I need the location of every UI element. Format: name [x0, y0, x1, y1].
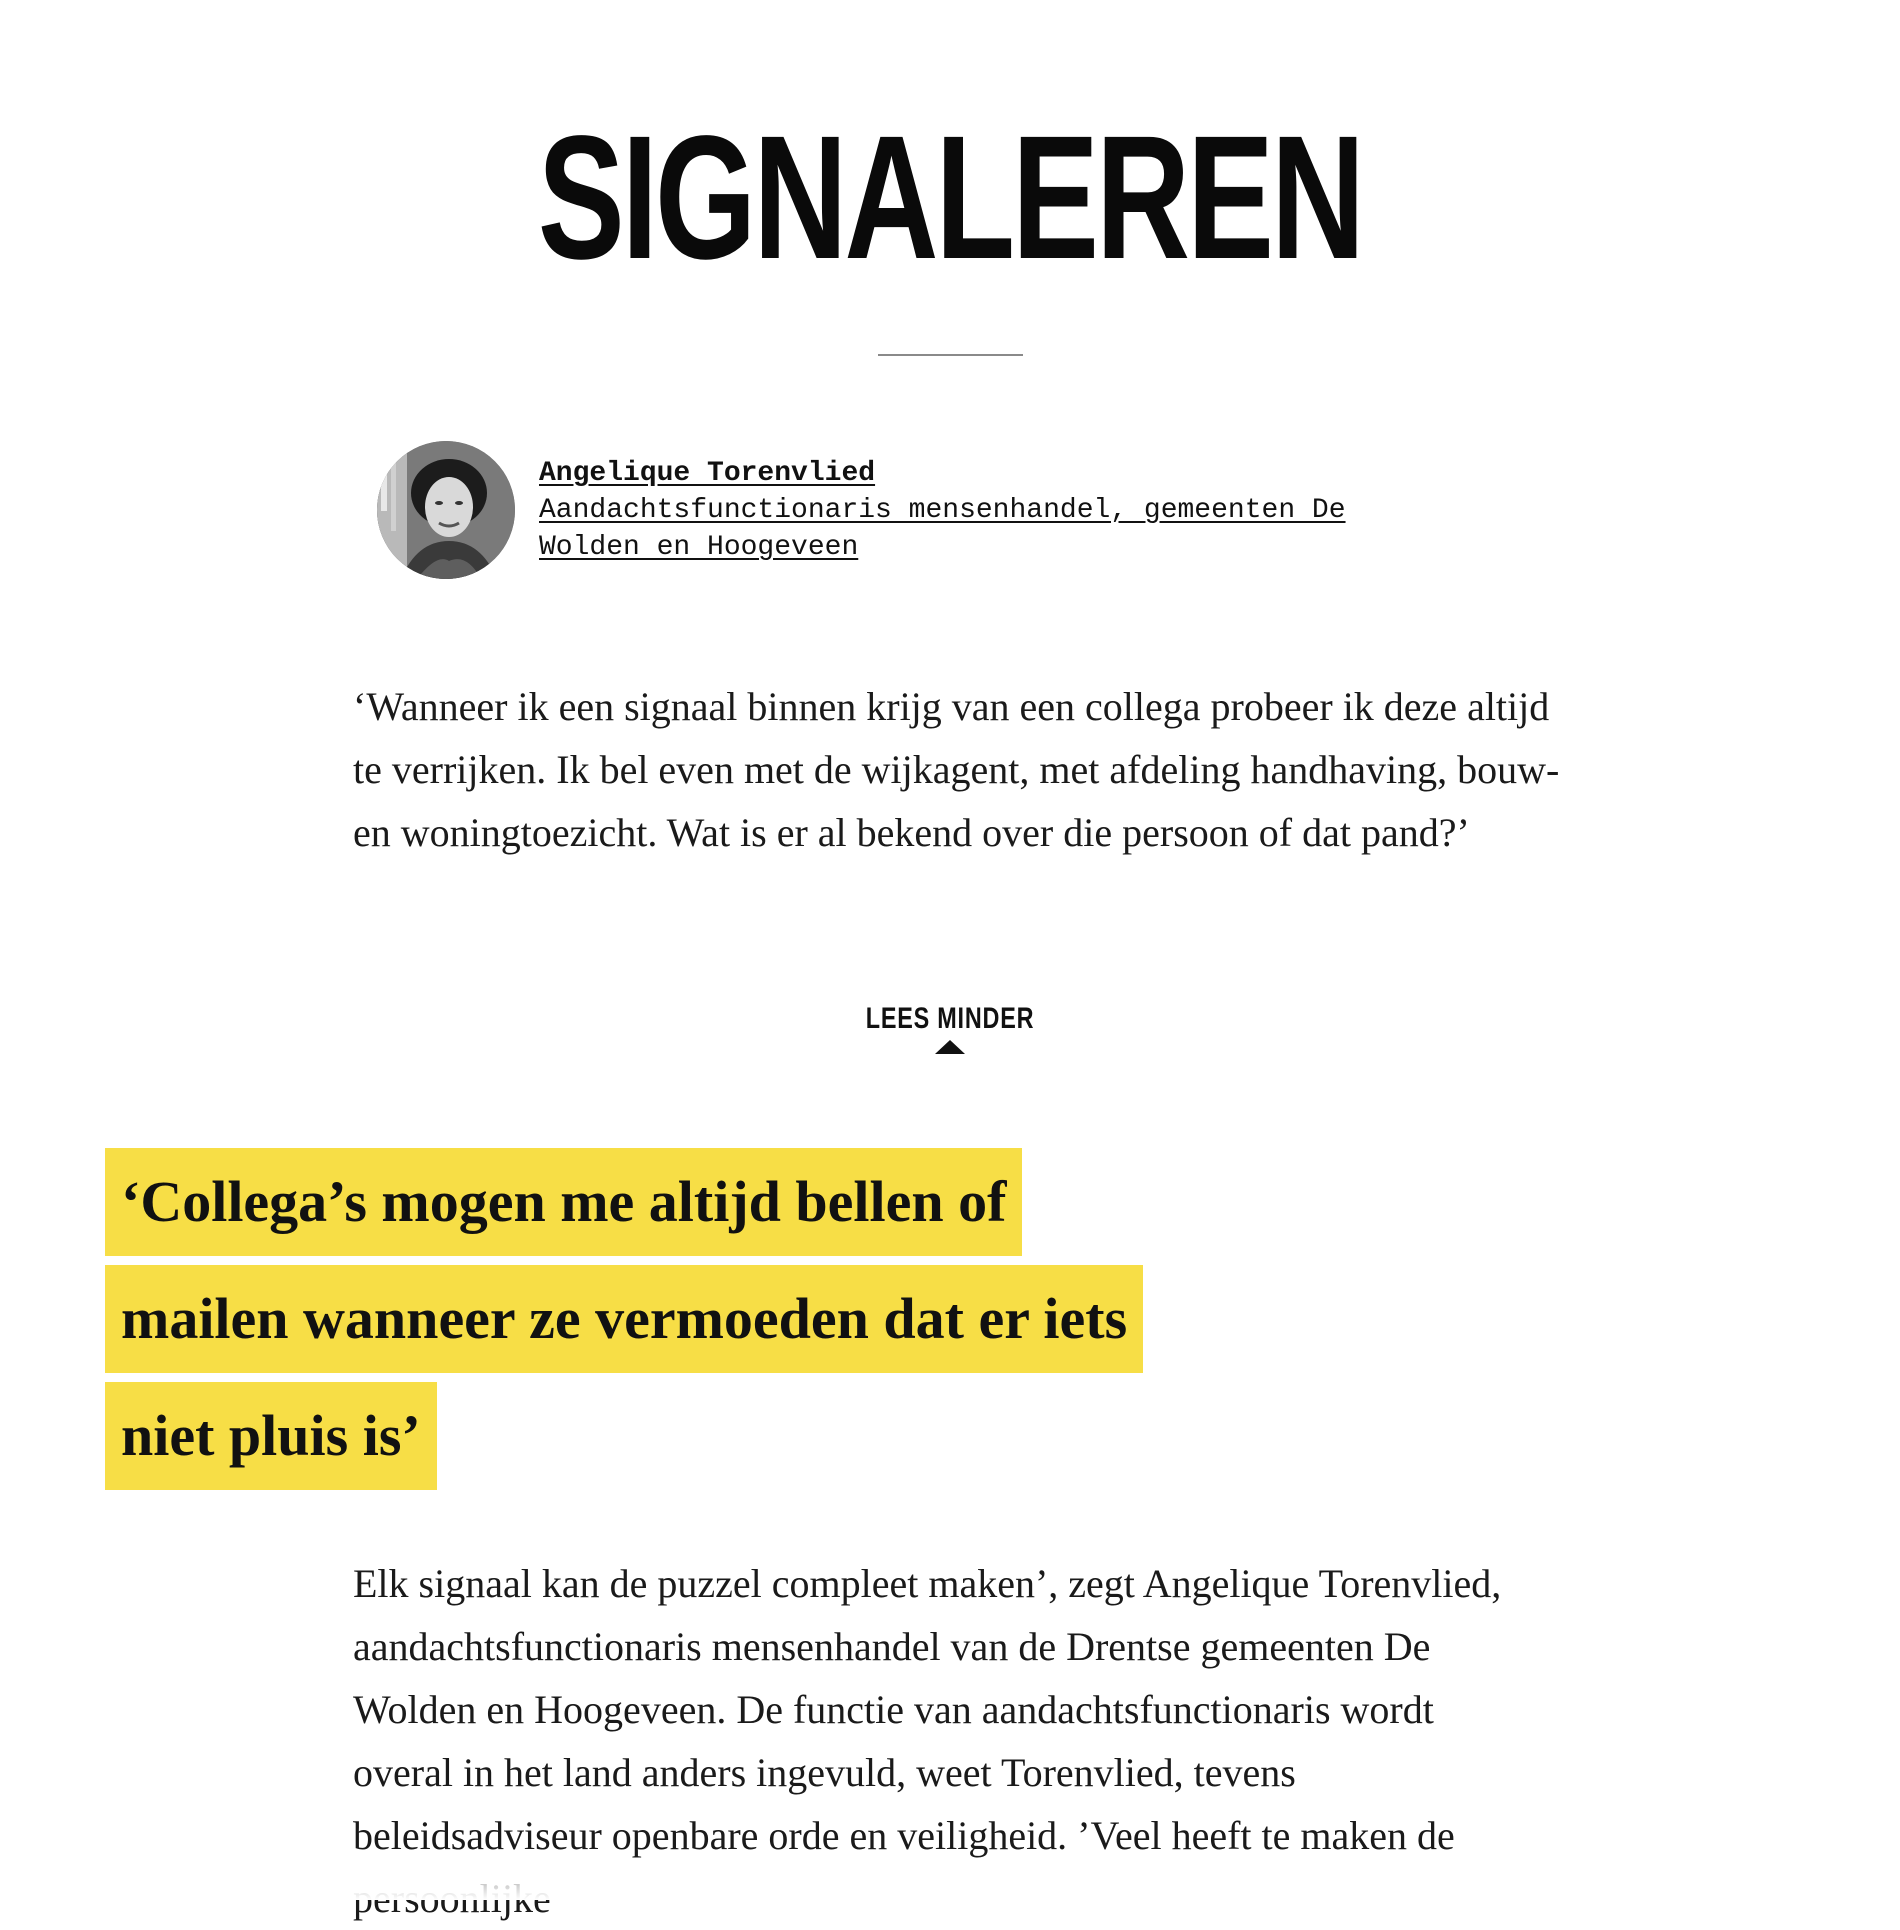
pull-quote-line: ‘Collega’s mogen me altijd bellen of [105, 1148, 1022, 1256]
pull-quote-line: mailen wanneer ze vermoeden dat er iets [105, 1265, 1143, 1373]
body-paragraph: Elk signaal kan de puzzel compleet maken’, zegt Angelique Torenvlied, aandachtsfunctionaris mensenhandel van de Drentse gemeenten De Wolden en Hoogeveen. De functie van aandachtsfunctionaris wordt overal in het land anders ingevuld, weet Torenvlied, tevens beleidsadviseur openbare orde en veiligheid. ’Veel heeft te maken de [353, 1561, 1502, 1858]
pull-quote [105, 1148, 1355, 1499]
author-role-link[interactable]: Aandachtsfunctionaris mensenhandel, gemeenten De Wolden en Hoogeveen [539, 495, 1346, 563]
intro-quote: ‘Wanneer ik een signaal binnen krijg van een collega probeer ik deze altijd te verrijken. Ik bel even met de wijkagent, met afdeling handhaving, bouw- en woningtoezicht. Wat is er al bekend over die persoon of dat pand?’ [353, 684, 1560, 855]
bottom-fade [0, 1872, 1900, 1900]
read-less-toggle[interactable] [0, 1002, 1900, 1054]
title-divider [878, 354, 1023, 356]
author-photo [377, 441, 515, 579]
author-info [539, 455, 1399, 566]
author-name-link[interactable]: Angelique Torenvlied [539, 458, 876, 489]
author-avatar[interactable] [377, 441, 515, 579]
caret-up-icon[interactable] [935, 1040, 965, 1054]
read-less-label[interactable]: LEES MINDER [865, 1002, 1035, 1035]
author-card [377, 441, 1399, 579]
pull-quote-line: niet pluis is’ [105, 1382, 437, 1490]
section-title: SIGNALEREN [537, 100, 1363, 296]
